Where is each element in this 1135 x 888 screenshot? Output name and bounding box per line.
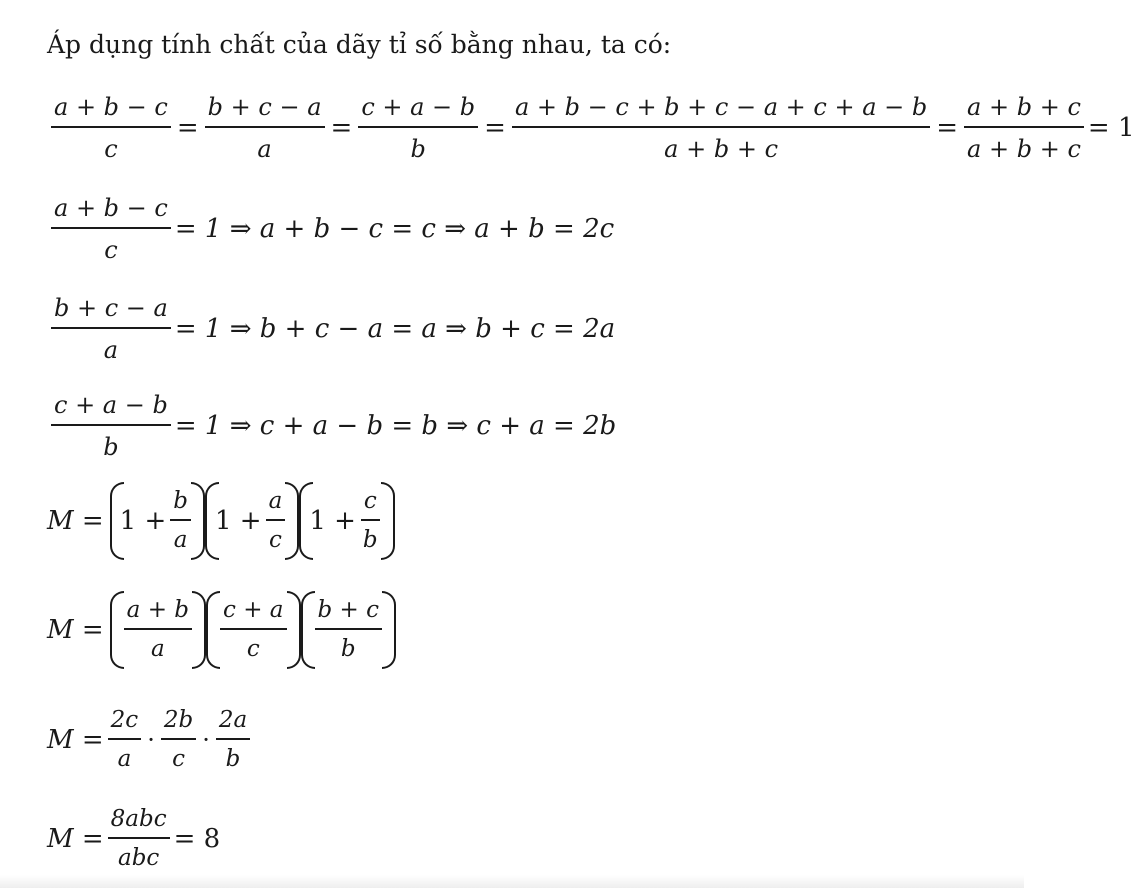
m-lhs: M = xyxy=(47,725,104,755)
fraction-2: $\frac{b + c - a}{a}$ xyxy=(205,92,325,164)
fraction-3: $\frac{c + a - b}{b}$ xyxy=(358,92,478,164)
fraction: $\frac{c + a - b}{b}$ xyxy=(51,390,171,462)
paren-group-2: 1 + $\frac{a}{c}$ xyxy=(205,488,299,554)
m-substitution-line xyxy=(47,707,254,773)
fraction-total: $\frac{a + b + c}{a + b + c}$ xyxy=(964,92,1084,164)
multiply-dot: · xyxy=(147,726,155,754)
ratio-chain-line xyxy=(47,92,1135,164)
derivation-line-a xyxy=(47,293,615,365)
m-result-line xyxy=(47,806,220,872)
m-lhs: M = xyxy=(47,615,104,645)
fraction: $\frac{c}{b}$ xyxy=(360,488,381,554)
fraction: $\frac{a}{c}$ xyxy=(266,488,286,554)
paren-group-1: 1 + $\frac{b}{a}$ xyxy=(110,488,205,554)
implication-text: = 1 ⇒ c + a − b = b ⇒ c + a = 2b xyxy=(174,411,617,441)
intro-text: Áp dụng tính chất của dãy tỉ số bằng nhau, ta có: xyxy=(47,30,672,59)
fraction: $\frac{a + b - c}{c}$ xyxy=(51,193,171,265)
fraction: $\frac{2c}{a}$ xyxy=(108,707,142,773)
derivation-line-b xyxy=(47,390,616,462)
paren-group-3: 1 + $\frac{c}{b}$ xyxy=(299,488,394,554)
equals-one: = 1 xyxy=(1087,113,1135,143)
m-product-line xyxy=(47,488,395,554)
result-value: = 8 xyxy=(173,824,221,854)
fraction: $\frac{b + c - a}{a}$ xyxy=(51,293,171,365)
fraction: $\frac{\text{8abc}}{\text{abc}}$ xyxy=(108,806,170,872)
bottom-edge-shadow xyxy=(0,875,1024,888)
paren-group-3 xyxy=(301,597,397,663)
fraction-1: $\frac{a + b - c}{c}$ xyxy=(51,92,171,164)
equals-sign: = xyxy=(936,113,959,143)
implication-text: = 1 ⇒ a + b − c = c ⇒ a + b = 2c xyxy=(174,214,615,244)
fraction-sum: $\frac{a + b - c + b + c - a + c + a - b}{a + b + c}$ xyxy=(512,92,930,164)
fraction: $\frac{b}{a}$ xyxy=(170,488,191,554)
fraction: $\frac{2a}{b}$ xyxy=(216,707,250,773)
implication-text: = 1 ⇒ b + c − a = a ⇒ b + c = 2a xyxy=(174,314,616,344)
equals-sign: = xyxy=(176,113,199,143)
equals-sign: = xyxy=(330,113,353,143)
m-lhs: M = xyxy=(47,506,104,536)
fraction: $\frac{b + c}{b}$ xyxy=(315,597,383,663)
fraction: $\frac{2b}{c}$ xyxy=(161,707,196,773)
m-sum-line xyxy=(47,597,396,663)
equals-sign: = xyxy=(484,113,506,143)
fraction: $\frac{c + a}{c}$ xyxy=(220,597,287,663)
paren-group-1 xyxy=(110,597,206,663)
paren-group-2 xyxy=(206,597,301,663)
derivation-line-c xyxy=(47,193,614,265)
multiply-dot: · xyxy=(202,726,210,754)
fraction: $\frac{a + b}{a}$ xyxy=(124,597,192,663)
m-lhs: M = xyxy=(47,824,104,854)
